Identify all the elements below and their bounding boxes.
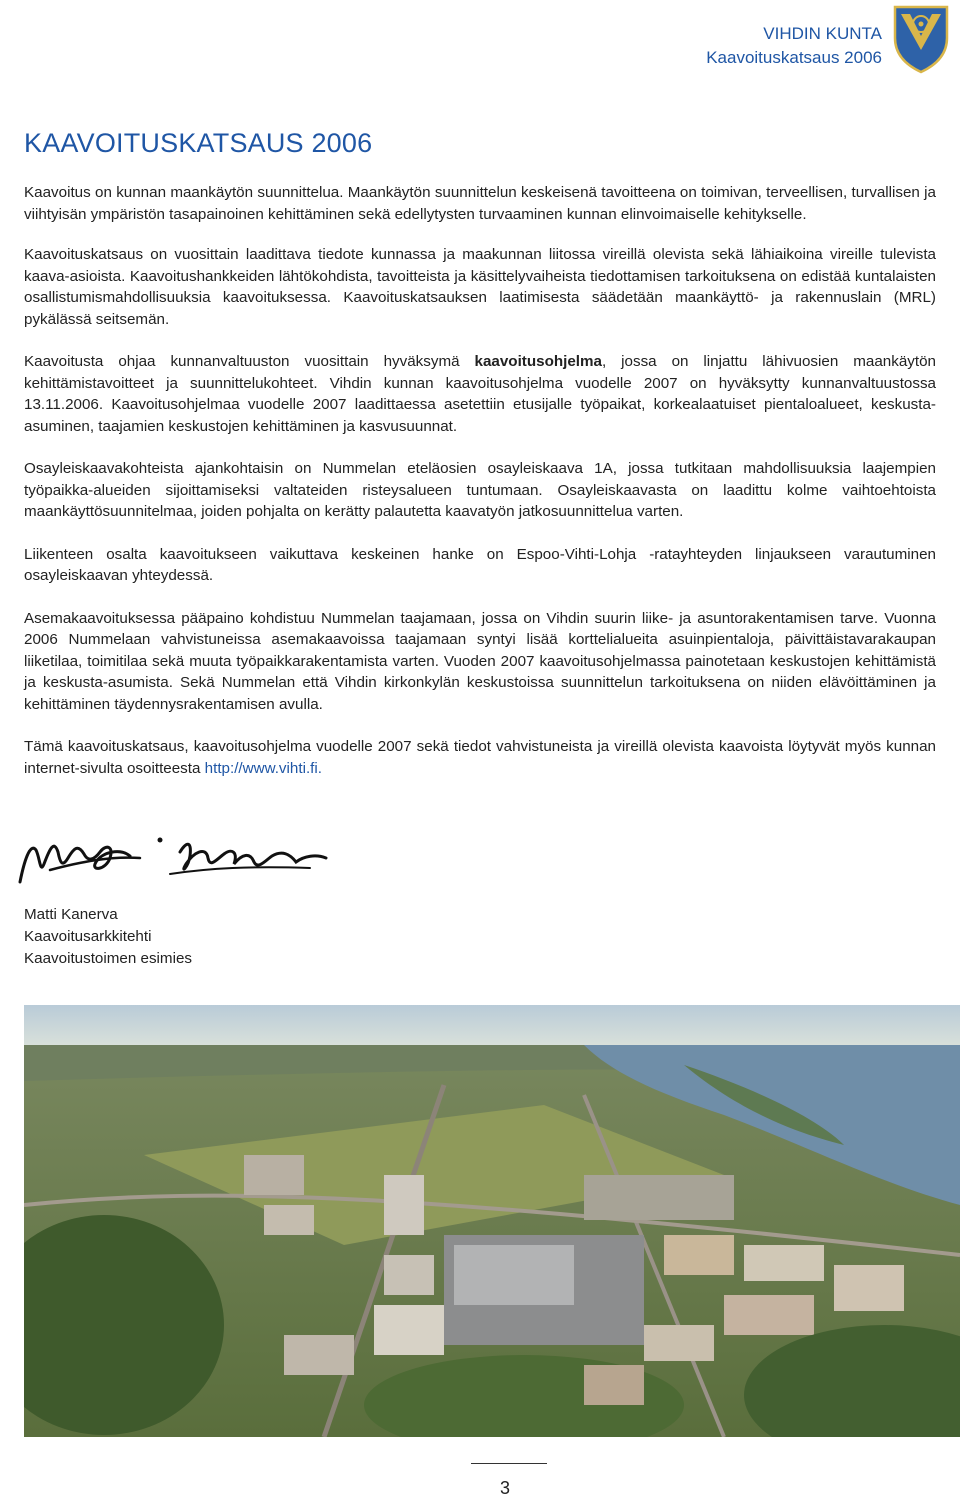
paragraph-ohjelma: Kaavoitusta ohjaa kunnanvaltuuston vuosittain hyväksymä kaavoitusohjelma, jossa on linjattu lähivuosien maankäytön kehittämistavoitteet ja suunnittelukohteet. Vihdin kunnan kaavoitusohjelma vuodelle 2007 on hyväksytty kunnanvaltuustossa 13.11.2006. Kaavoitusohjelmaa vuodelle 2007 laadittaessa asetettiin etusijalle työpaikat, korkealaatuiset pientaloalueet, keskusta-asuminen, taajamien keskustojen kehittäminen ja kasvusuunnat. [24, 353, 936, 435]
signer-role: Kaavoitusarkkitehti [24, 928, 152, 945]
page-title: KAAVOITUSKATSAUS 2006 [24, 128, 373, 158]
paragraph-website: Tämä kaavoituskatsaus, kaavoitusohjelma vuodelle 2007 sekä tiedot vahvistuneista ja vireillä olevista kaavoista löytyvät myös kunnan internet-sivulta osoitteesta http://www.vihti.fi. [24, 738, 936, 777]
paragraph-osayleiskaava: Osayleiskaavakohteista ajankohtaisin on Nummelan eteläosien osayleiskaava 1A, jossa tutkitaan mahdollisuuksia laajempien työpaikka-alueiden sijoittamiseksi valtateiden risteysalueen tuntumaan. Osayleiskaavasta on laadittu kolme vaihtoehtoista maankäyttösuunnitelmaa, joiden pohjalta on kerätty palautetta kaavatyön jatkosuunnittelua varten. [24, 460, 936, 520]
doc-title: Kaavoituskatsaus 2006 [706, 48, 882, 67]
website-link[interactable]: http://www.vihti.fi. [204, 759, 322, 777]
paragraph-katsaus: Kaavoituskatsaus on vuosittain laadittava tiedote kunnassa ja maakunnan liitossa vireillä olevista sekä lähiaikoina vireille tulevista kaava-asioista. Kaavoitushankkeiden lähtökohdista, tavoitteista ja käsittelyvaiheista tiedottamisen tarkoituksena on edistää kuntalaisten osallistumismahdollisuuksia kaavoituksessa. Kaavoituskatsauksen laatimisesta säädetään maankäyttö- ja rakennuslain (MRL) pykälässä seitsemän. [24, 246, 936, 328]
highlight-term: kaavoitusohjelma [474, 353, 602, 370]
signer-title: Kaavoitustoimen esimies [24, 950, 192, 967]
paragraph-liikenne: Liikenteen osalta kaavoitukseen vaikuttava keskeinen hanke on Espoo-Vihti-Lohja -ratayhteyden linjaukseen varautuminen osayleiskaavan yhteydessä. [24, 545, 936, 584]
paragraph-intro: Kaavoitus on kunnan maankäytön suunnittelua. Maankäytön suunnittelun keskeisenä tavoitteena on toimivan, terveellisen, turvallisen ja viihtyisän ympäristön tasapainoinen kehittäminen sekä edellytysten turvaaminen kunnan elinvoimaiselle kehitykselle. [24, 184, 936, 223]
signer-block [24, 904, 192, 970]
body-text [24, 182, 936, 800]
signer-name: Matti Kanerva [24, 906, 118, 923]
aerial-photo-icon [24, 1005, 960, 1437]
aerial-photo [24, 1005, 960, 1437]
page-number-rule [471, 1463, 547, 1464]
vihti-coat-of-arms-icon [892, 4, 950, 74]
document-header [706, 22, 882, 70]
org-name: VIHDIN KUNTA [763, 24, 882, 43]
page-number: 3 [500, 1478, 511, 1498]
paragraph-asemakaava: Asemakaavoituksessa pääpaino kohdistuu Nummelan taajamaan, jossa on Vihdin suurin liike- ja asuntorakentamisen tarve. Vuonna 2006 Nummelaan vahvistuneissa asemakaavoissa taajamaan syntyi lisää korttelialueita asuinpientaloja, päivittäistavarakaupan liiketilaa, toimitilaa sekä muuta työpaikkarakentamista varten. Vuoden 2007 kaavoitusohjelmassa painotetaan keskustojen kehittämistä ja keskusta-asumista. Sekä Nummelan että Vihdin kirkonkylän keskustoissa suunnittelun tarkoituksena on niiden elävöittäminen ja kehittäminen täydennysrakentamisen avulla. [24, 609, 936, 713]
